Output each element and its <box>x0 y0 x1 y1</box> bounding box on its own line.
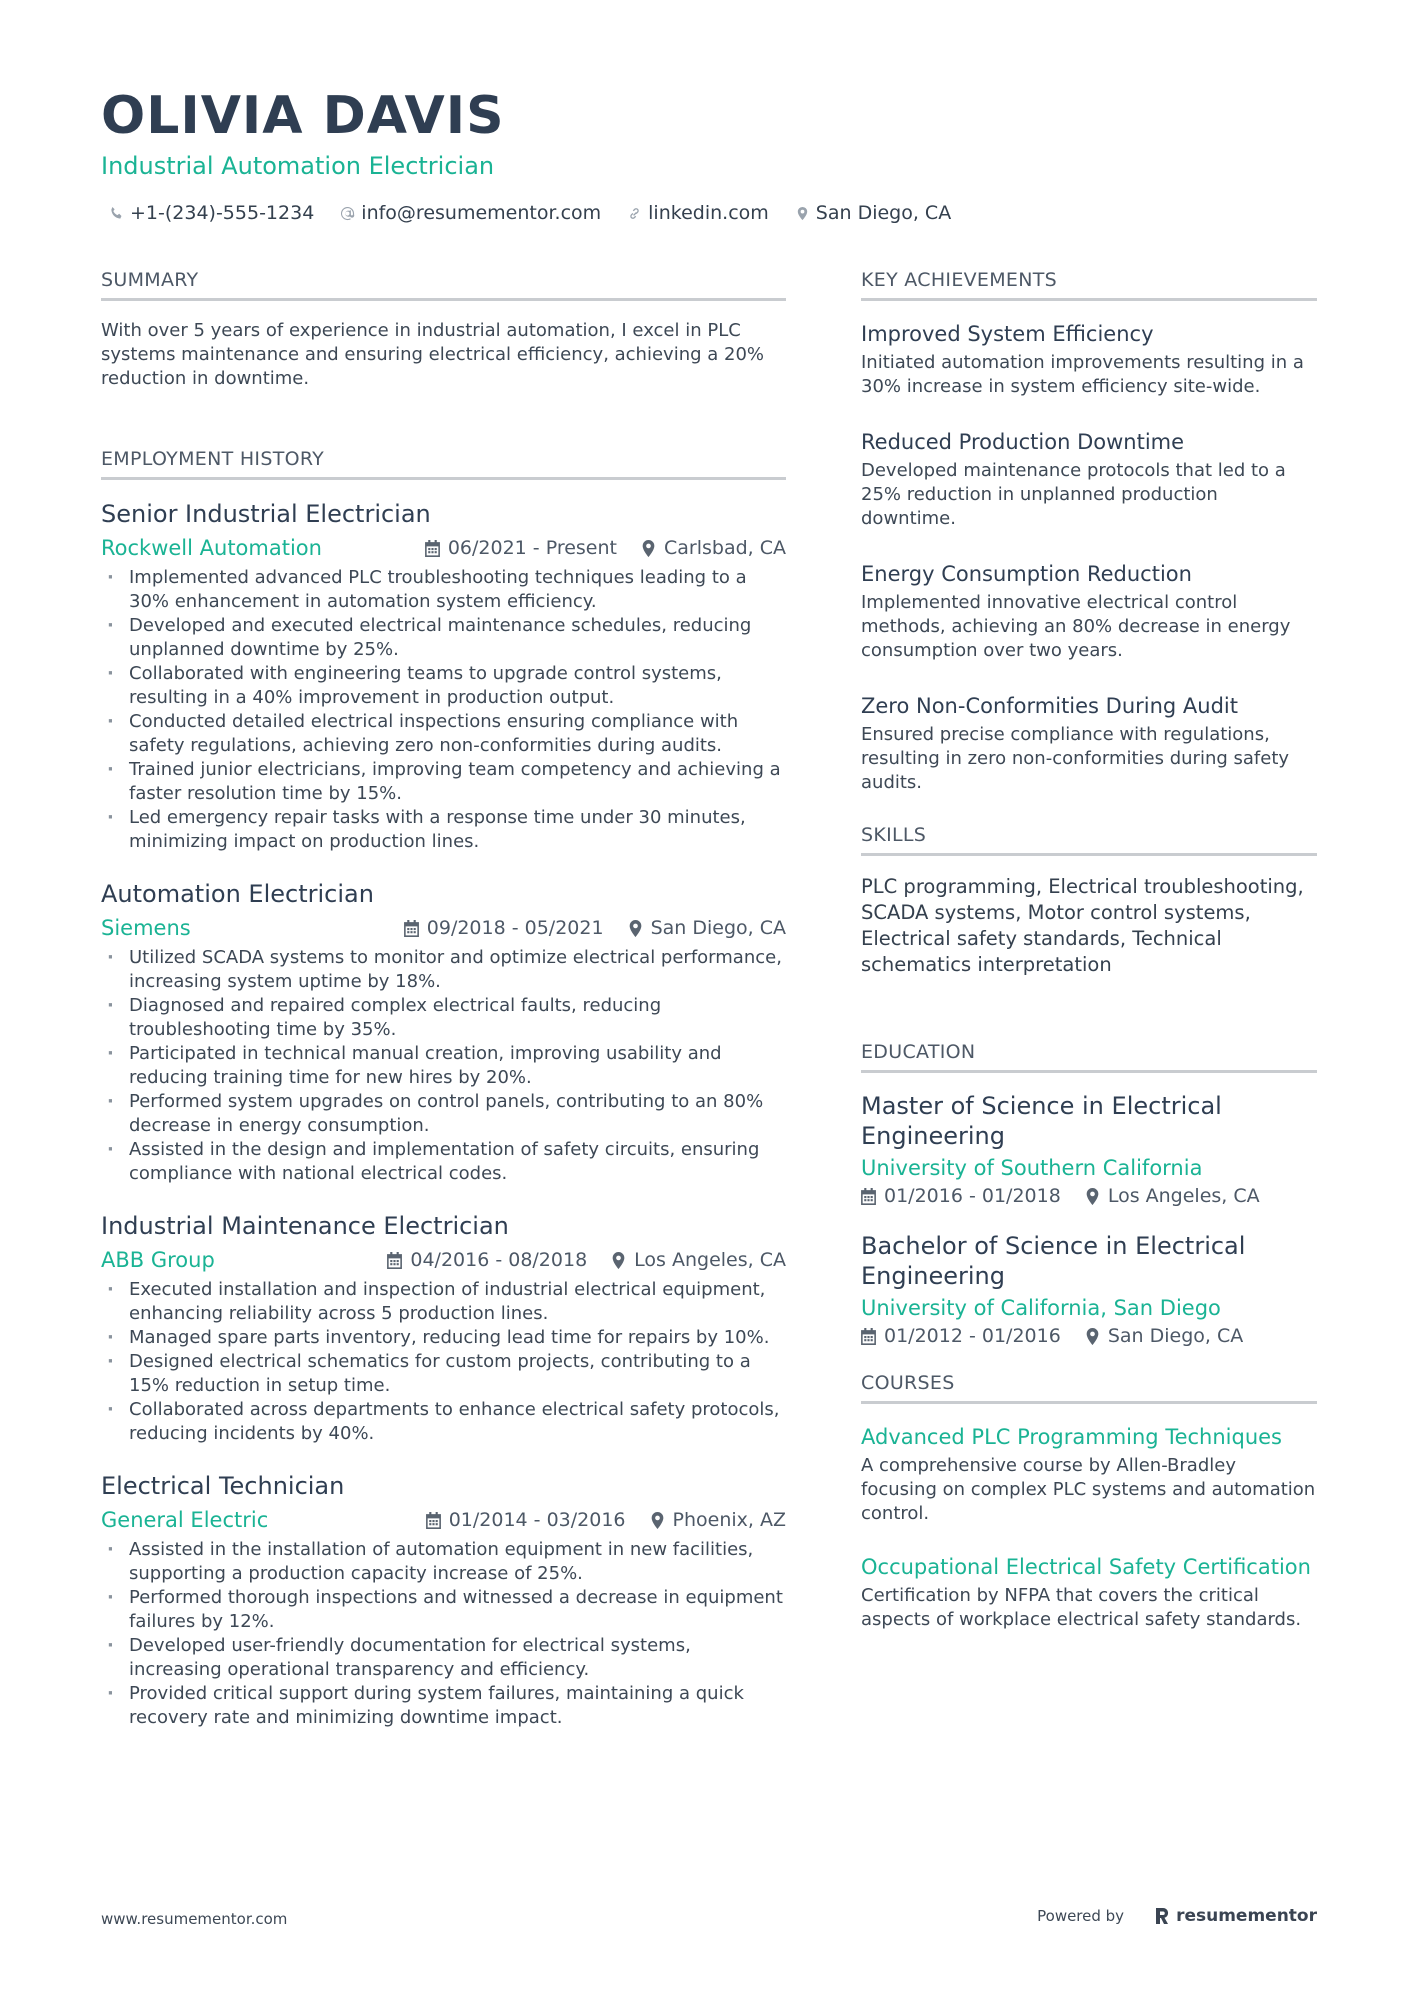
footer-branding <box>1037 1906 1317 1926</box>
job-bullet: · Utilized SCADA systems to monitor and optimize electrical performance, increasing system uptime by 18%. <box>101 946 786 994</box>
location-pin-icon <box>611 1252 626 1269</box>
education-degree: Bachelor of Science in Electrical Engineering <box>861 1232 1246 1290</box>
employment-heading: EMPLOYMENT HISTORY <box>101 447 786 480</box>
job-dates <box>404 917 604 939</box>
location-text: San Diego, CA <box>815 202 952 224</box>
course-desc: A comprehensive course by Allen-Bradley focusing on complex PLC systems and automation control. <box>861 1455 1316 1524</box>
job-title: Senior Industrial Electrician <box>101 500 431 528</box>
job-bullet: · Led emergency repair tasks with a response time under 30 minutes, minimizing impact on production lines. <box>101 806 786 854</box>
job-entry <box>101 498 786 854</box>
job-meta-right <box>404 917 786 939</box>
job-bullet: · Implemented advanced PLC troubleshooting techniques leading to a 30% enhancement in automation system efficiency. <box>101 566 786 614</box>
linkedin-text: linkedin.com <box>648 202 769 224</box>
job-bullets <box>101 566 786 854</box>
education-list <box>861 1091 1317 1347</box>
job-location <box>628 917 786 939</box>
job-bullet: · Participated in technical manual creation, improving usability and reducing training time for new hires by 20%. <box>101 1042 786 1090</box>
education-dates-text: 01/2016 - 01/2018 <box>884 1185 1061 1207</box>
achievement-title: Zero Non-Conformities During Audit <box>861 694 1239 718</box>
calendar-icon <box>425 540 440 557</box>
course-title: Advanced PLC Programming Techniques <box>861 1425 1282 1449</box>
education-item <box>861 1231 1317 1347</box>
brand-logo[interactable] <box>1154 1906 1317 1926</box>
location-pin-icon <box>1085 1188 1100 1205</box>
course-title: Occupational Electrical Safety Certification <box>861 1555 1311 1579</box>
resume-header <box>101 86 1321 224</box>
job-bullet: · Diagnosed and repaired complex electrical faults, reducing troubleshooting time by 35%. <box>101 994 786 1042</box>
company-name: General Electric <box>101 1508 269 1532</box>
education-school: University of Southern California <box>861 1156 1203 1180</box>
course-desc: Certification by NFPA that covers the critical aspects of workplace electrical safety standards. <box>861 1585 1302 1630</box>
powered-by-text: Powered by <box>1037 1907 1125 1925</box>
company-name: Rockwell Automation <box>101 536 322 560</box>
calendar-icon <box>426 1512 441 1529</box>
course-item <box>861 1422 1317 1526</box>
link-icon <box>627 206 642 221</box>
contact-bar <box>101 202 1321 224</box>
job-bullet: · Performed system upgrades on control panels, contributing to an 80% decrease in energy consumption. <box>101 1090 786 1138</box>
summary-text: With over 5 years of experience in industrial automation, I excel in PLC systems maintenance and ensuring electrical efficiency, achieving a 20% reduction in downtime. <box>101 320 765 389</box>
job-location <box>650 1509 786 1531</box>
education-dates <box>861 1185 1061 1207</box>
education-heading: EDUCATION <box>861 1040 1317 1073</box>
education-school: University of California, San Diego <box>861 1296 1221 1320</box>
job-bullets <box>101 946 786 1186</box>
calendar-icon <box>861 1188 876 1205</box>
phone-text: +1-(234)-555-1234 <box>130 202 315 224</box>
achievement-item <box>861 319 1317 399</box>
courses-heading: COURSES <box>861 1371 1317 1404</box>
job-location <box>641 537 786 559</box>
calendar-icon <box>387 1252 402 1269</box>
job-meta-right <box>425 537 786 559</box>
job-meta <box>101 534 786 562</box>
job-bullet: · Collaborated with engineering teams to upgrade control systems, resulting in a 40% improvement in production output. <box>101 662 786 710</box>
job-bullet: · Designed electrical schematics for custom projects, contributing to a 15% reduction in setup time. <box>101 1350 786 1398</box>
job-meta <box>101 1506 786 1534</box>
job-meta <box>101 1246 786 1274</box>
achievement-desc: Developed maintenance protocols that led to a 25% reduction in unplanned production downtime. <box>861 460 1286 529</box>
skills-text: PLC programming, Electrical troubleshooting, SCADA systems, Motor control systems, Electrical safety standards, Technical schematics interpretation <box>861 875 1304 976</box>
job-meta <box>101 914 786 942</box>
course-list <box>861 1422 1317 1632</box>
contact-phone[interactable] <box>109 202 314 224</box>
at-icon <box>340 206 355 221</box>
job-title: Automation Electrician <box>101 880 374 908</box>
achievement-desc: Implemented innovative electrical control methods, achieving an 80% decrease in energy consumption over two years. <box>861 592 1291 661</box>
job-title: Electrical Technician <box>101 1472 345 1500</box>
job-location-text: San Diego, CA <box>650 917 786 939</box>
email-text: info@resumementor.com <box>361 202 602 224</box>
location-pin-icon <box>641 540 656 557</box>
job-bullet: · Executed installation and inspection of industrial electrical equipment, enhancing reliability across 5 production lines. <box>101 1278 786 1326</box>
achievement-desc: Initiated automation improvements resulting in a 30% increase in system efficiency site-wide. <box>861 352 1304 397</box>
job-bullet: · Managed spare parts inventory, reducing lead time for repairs by 10%. <box>101 1326 786 1350</box>
achievement-item <box>861 691 1317 795</box>
achievement-title: Improved System Efficiency <box>861 322 1154 346</box>
job-dates-text: 01/2014 - 03/2016 <box>448 1509 626 1531</box>
candidate-name: OLIVIA DAVIS <box>101 86 505 146</box>
job-location-text: Los Angeles, CA <box>634 1249 786 1271</box>
job-dates-text: 04/2016 - 08/2018 <box>410 1249 588 1271</box>
contact-location <box>795 202 951 224</box>
resumementor-logo-icon <box>1154 1906 1170 1926</box>
job-dates <box>425 537 617 559</box>
company-name: ABB Group <box>101 1248 215 1272</box>
skills-heading: SKILLS <box>861 823 1317 856</box>
achievement-list <box>861 319 1317 795</box>
job-bullet: · Performed thorough inspections and witnessed a decrease in equipment failures by 12%. <box>101 1586 786 1634</box>
phone-icon <box>109 206 124 221</box>
achievements-heading: KEY ACHIEVEMENTS <box>861 268 1317 301</box>
education-degree: Master of Science in Electrical Engineering <box>861 1092 1222 1150</box>
job-list <box>101 498 786 1730</box>
job-location-text: Carlsbad, CA <box>663 537 786 559</box>
job-meta-right <box>387 1249 786 1271</box>
job-dates <box>387 1249 587 1271</box>
job-bullet: · Provided critical support during system failures, maintaining a quick recovery rate and minimizing downtime impact. <box>101 1682 786 1730</box>
job-dates-text: 09/2018 - 05/2021 <box>426 917 604 939</box>
education-dates-text: 01/2012 - 01/2016 <box>884 1325 1061 1347</box>
achievement-title: Energy Consumption Reduction <box>861 562 1192 586</box>
job-bullet: · Assisted in the design and implementation of safety circuits, ensuring compliance with national electrical codes. <box>101 1138 786 1186</box>
candidate-title: Industrial Automation Electrician <box>101 152 495 180</box>
job-entry <box>101 878 786 1186</box>
job-bullet: · Developed and executed electrical maintenance schedules, reducing unplanned downtime by 25%. <box>101 614 786 662</box>
summary-heading: SUMMARY <box>101 268 786 301</box>
job-title: Industrial Maintenance Electrician <box>101 1212 509 1240</box>
achievement-title: Reduced Production Downtime <box>861 430 1185 454</box>
achievement-desc: Ensured precise compliance with regulations, resulting in zero non-conformities during safety audits. <box>861 724 1290 793</box>
education-location <box>1085 1185 1260 1207</box>
right-column <box>861 268 1317 1658</box>
achievement-item <box>861 427 1317 531</box>
education-meta <box>861 1325 1317 1347</box>
calendar-icon <box>404 920 419 937</box>
job-bullet: · Collaborated across departments to enhance electrical safety protocols, reducing incidents by 40%. <box>101 1398 786 1446</box>
job-bullet: · Conducted detailed electrical inspections ensuring compliance with safety regulations, achieving zero non-conformities during audits. <box>101 710 786 758</box>
job-location-text: Phoenix, AZ <box>672 1509 786 1531</box>
location-pin-icon <box>1085 1328 1100 1345</box>
education-item <box>861 1091 1317 1207</box>
job-entry <box>101 1210 786 1446</box>
education-dates <box>861 1325 1061 1347</box>
course-item <box>861 1552 1317 1632</box>
contact-email[interactable] <box>340 202 601 224</box>
job-entry <box>101 1470 786 1730</box>
job-bullet: · Trained junior electricians, improving team competency and achieving a faster resolution time by 15%. <box>101 758 786 806</box>
education-meta <box>861 1185 1317 1207</box>
company-name: Siemens <box>101 916 191 940</box>
job-dates <box>426 1509 626 1531</box>
job-bullet: · Developed user-friendly documentation for electrical systems, increasing operational transparency and efficiency. <box>101 1634 786 1682</box>
calendar-icon <box>861 1328 876 1345</box>
location-pin-icon <box>650 1512 665 1529</box>
contact-linkedin[interactable] <box>627 202 769 224</box>
education-location-text: Los Angeles, CA <box>1107 1185 1260 1207</box>
job-location <box>611 1249 786 1271</box>
education-location <box>1085 1325 1243 1347</box>
job-bullet: · Assisted in the installation of automation equipment in new facilities, supporting a production capacity increase of 25%. <box>101 1538 786 1586</box>
achievement-item <box>861 559 1317 663</box>
education-location-text: San Diego, CA <box>1107 1325 1244 1347</box>
brand-name: resumementor <box>1176 1906 1317 1926</box>
job-dates-text: 06/2021 - Present <box>447 537 617 559</box>
job-bullets <box>101 1538 786 1730</box>
footer-website[interactable]: www.resumementor.com <box>101 1910 288 1928</box>
left-column <box>101 268 786 1754</box>
job-bullets <box>101 1278 786 1446</box>
job-meta-right <box>426 1509 786 1531</box>
location-pin-icon <box>795 206 810 221</box>
location-pin-icon <box>628 920 643 937</box>
